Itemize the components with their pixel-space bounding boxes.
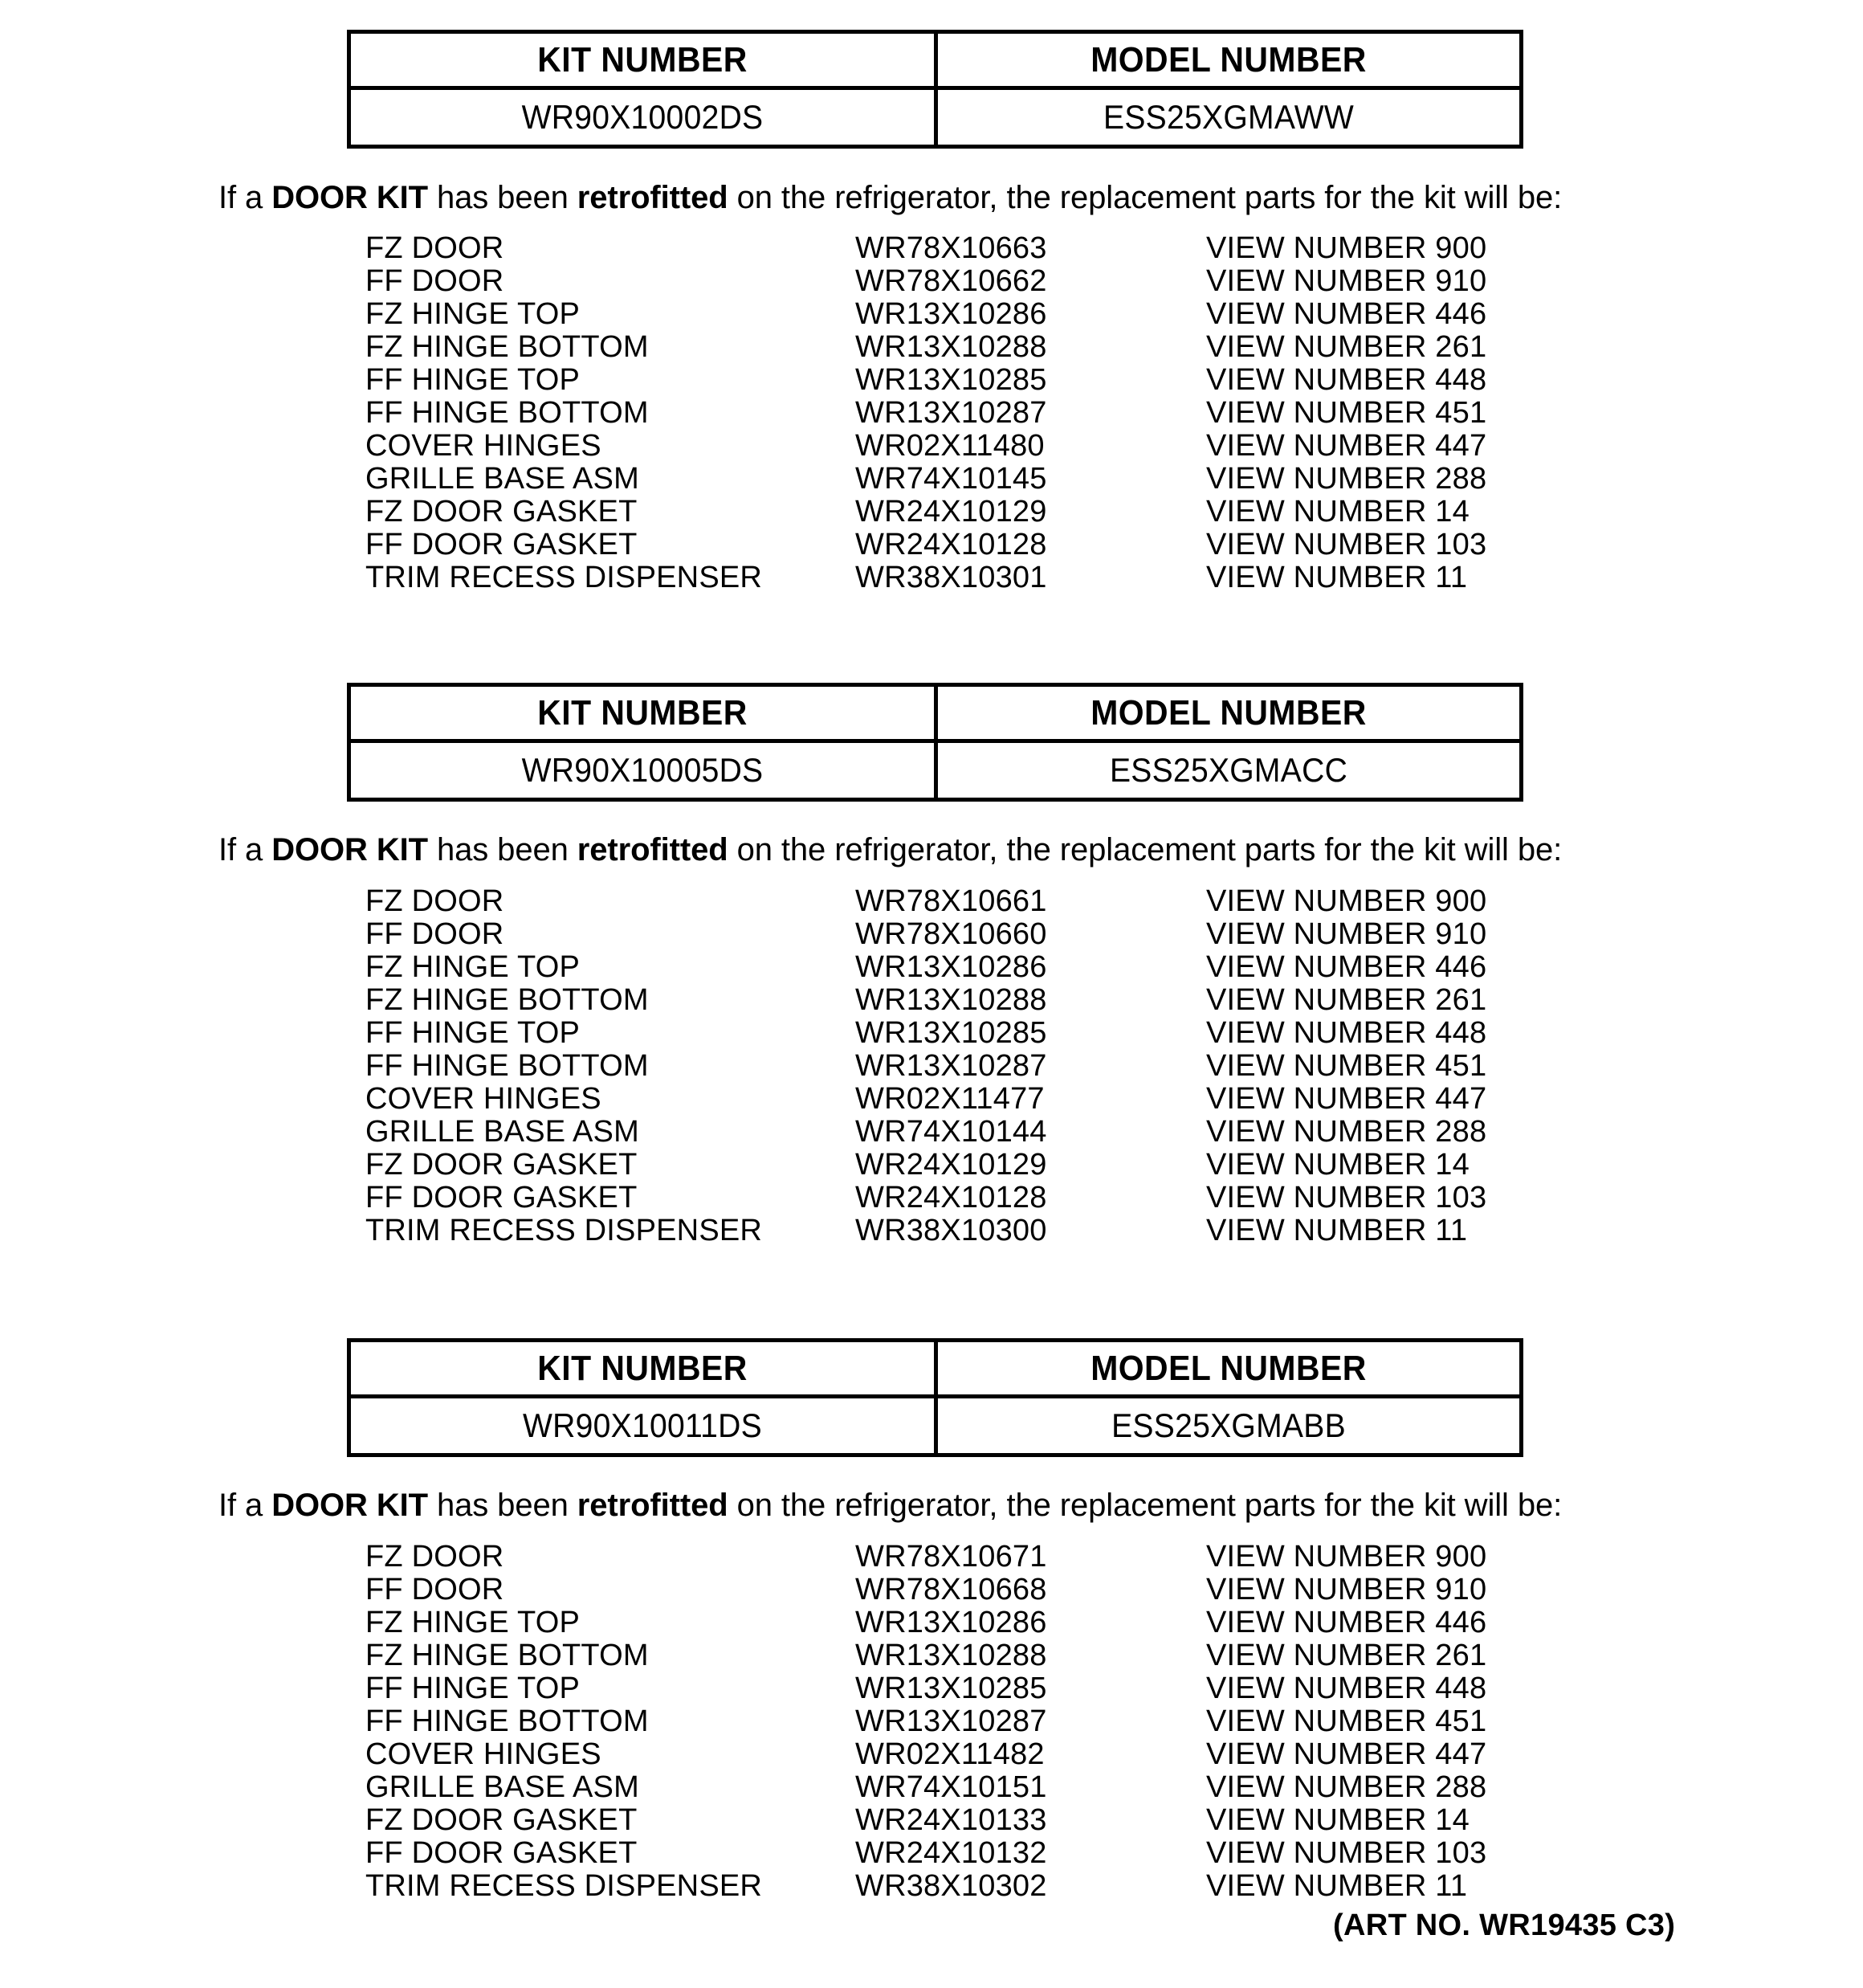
retrofit-sentence [218,834,1656,866]
part-name: FZ DOOR GASKET [365,1148,638,1182]
model-number-header-label: MODEL NUMBER [1090,1348,1367,1388]
model-number-value: ESS25XGMABB [1111,1406,1346,1444]
view-number: VIEW NUMBER 451 [1206,1049,1487,1083]
kit-number-value: WR90X10011DS [523,1406,762,1444]
part-name: FF DOOR GASKET [365,1181,638,1214]
kit-number-header-label: KIT NUMBER [537,1348,748,1388]
view-number: VIEW NUMBER 11 [1206,561,1468,594]
parts-list-row [365,332,1506,365]
part-name: FZ HINGE TOP [365,1606,581,1639]
view-number: VIEW NUMBER 446 [1206,1606,1487,1639]
part-number: WR24X10132 [855,1836,1047,1870]
part-number: WR13X10288 [855,1639,1047,1672]
part-name: COVER HINGES [365,429,601,463]
view-number: VIEW NUMBER 448 [1206,1016,1487,1050]
parts-list-row [365,1084,1506,1116]
table-header-row [349,685,1522,741]
retrofit-text-retrofitted: retrofitted [577,1488,728,1523]
retrofit-text-part3: on the refrigerator, the replacement parts for the kit will be: [728,832,1563,867]
part-name: FF DOOR GASKET [365,528,638,561]
part-name: GRILLE BASE ASM [365,462,639,496]
part-number: WR78X10660 [855,917,1047,951]
view-number: VIEW NUMBER 288 [1206,1115,1487,1149]
kit-number-value: WR90X10005DS [521,751,764,789]
parts-list-row [365,463,1506,496]
parts-list-row [365,1706,1506,1739]
part-number: WR13X10285 [855,1672,1047,1705]
retrofit-text-part3: on the refrigerator, the replacement parts for the kit will be: [728,180,1563,215]
part-name: FZ HINGE BOTTOM [365,330,649,364]
table-value-row [349,741,1522,800]
part-name: FZ DOOR GASKET [365,1803,638,1837]
view-number: VIEW NUMBER 14 [1206,1148,1470,1182]
part-number: WR02X11477 [855,1082,1045,1116]
model-number-value-cell [936,88,1522,147]
parts-list-row [365,952,1506,985]
view-number: VIEW NUMBER 910 [1206,917,1487,951]
kit-number-value-cell [349,741,936,800]
part-number: WR24X10129 [855,1148,1047,1182]
part-name: FZ DOOR GASKET [365,495,638,529]
parts-list-row [365,299,1506,332]
retrofit-text-door-kit: DOOR KIT [271,1488,428,1523]
parts-list-row [365,431,1506,463]
parts-list-row [365,1149,1506,1182]
part-number: WR78X10662 [855,264,1047,298]
part-number: WR38X10302 [855,1869,1047,1903]
part-name: FF HINGE TOP [365,363,581,397]
retrofit-text-retrofitted: retrofitted [577,832,728,867]
part-name: COVER HINGES [365,1737,601,1771]
part-name: FZ HINGE BOTTOM [365,1639,649,1672]
retrofit-text-part3: on the refrigerator, the replacement parts for the kit will be: [728,1488,1563,1523]
parts-list-row [365,1018,1506,1051]
part-number: WR24X10128 [855,528,1047,561]
part-name: FF HINGE TOP [365,1016,581,1050]
kit-number-value: WR90X10002DS [521,98,764,136]
parts-list-row [365,266,1506,299]
kit-number-header-cell [349,32,936,88]
kit-number-header-label: KIT NUMBER [537,39,748,80]
view-number: VIEW NUMBER 446 [1206,297,1487,331]
parts-list-row [365,1838,1506,1871]
part-number: WR78X10671 [855,1540,1047,1574]
part-name: FZ HINGE TOP [365,950,581,984]
view-number: VIEW NUMBER 261 [1206,330,1487,364]
view-number: VIEW NUMBER 446 [1206,950,1487,984]
parts-list-row [365,1739,1506,1772]
view-number: VIEW NUMBER 261 [1206,1639,1487,1672]
parts-list-row [365,1805,1506,1838]
part-number: WR02X11480 [855,429,1045,463]
view-number: VIEW NUMBER 447 [1206,1737,1487,1771]
part-name: FZ DOOR [365,884,504,918]
retrofit-text-part2: has been [427,1488,577,1523]
view-number: VIEW NUMBER 448 [1206,363,1487,397]
part-name: FF HINGE BOTTOM [365,396,649,430]
parts-list-row [365,562,1506,595]
part-number: WR13X10286 [855,297,1047,331]
retrofit-text-retrofitted: retrofitted [577,180,728,215]
part-name: FZ HINGE TOP [365,297,581,331]
part-number: WR13X10285 [855,1016,1047,1050]
part-name: FF DOOR [365,1573,504,1606]
view-number: VIEW NUMBER 288 [1206,1770,1487,1804]
part-number: WR74X10151 [855,1770,1047,1804]
parts-list-row [365,1541,1506,1574]
model-number-value-cell [936,741,1522,800]
table-header-row [349,32,1522,88]
view-number: VIEW NUMBER 910 [1206,264,1487,298]
parts-list-row [365,1116,1506,1149]
view-number: VIEW NUMBER 11 [1206,1214,1468,1247]
part-name: GRILLE BASE ASM [365,1115,639,1149]
model-number-header-label: MODEL NUMBER [1090,692,1367,733]
view-number: VIEW NUMBER 910 [1206,1573,1487,1606]
part-number: WR13X10288 [855,330,1047,364]
view-number: VIEW NUMBER 448 [1206,1672,1487,1705]
parts-list-row [365,398,1506,431]
kit-number-header-cell [349,1341,936,1397]
part-number: WR13X10287 [855,1049,1047,1083]
part-number: WR13X10287 [855,396,1047,430]
retrofit-sentence [218,182,1656,214]
model-number-header-cell [936,32,1522,88]
part-number: WR78X10663 [855,231,1047,265]
part-number: WR74X10144 [855,1115,1047,1149]
parts-list-row [365,886,1506,919]
parts-list-row [365,1182,1506,1215]
part-number: WR13X10287 [855,1704,1047,1738]
kit-model-table [347,683,1523,802]
kit-model-table [347,30,1523,149]
retrofit-text-door-kit: DOOR KIT [271,832,428,867]
parts-list-row [365,1772,1506,1805]
view-number: VIEW NUMBER 900 [1206,884,1487,918]
part-number: WR13X10288 [855,983,1047,1017]
part-number: WR78X10661 [855,884,1047,918]
model-number-header-cell [936,685,1522,741]
model-number-value-cell [936,1397,1522,1455]
parts-list-row [365,1640,1506,1673]
view-number: VIEW NUMBER 103 [1206,1181,1487,1214]
view-number: VIEW NUMBER 103 [1206,528,1487,561]
part-name: TRIM RECESS DISPENSER [365,1214,763,1247]
view-number: VIEW NUMBER 103 [1206,1836,1487,1870]
parts-list-row [365,529,1506,562]
part-name: FF HINGE BOTTOM [365,1704,649,1738]
kit-number-value-cell [349,1397,936,1455]
part-number: WR13X10286 [855,950,1047,984]
art-number-footer: (ART NO. WR19435 C3) [1333,1908,1676,1942]
parts-list [365,233,1506,595]
model-number-header-label: MODEL NUMBER [1090,39,1367,80]
parts-list-row [365,1574,1506,1607]
parts-list-row [365,1673,1506,1706]
part-name: TRIM RECESS DISPENSER [365,1869,763,1903]
view-number: VIEW NUMBER 288 [1206,462,1487,496]
parts-list-row [365,1051,1506,1084]
part-number: WR13X10286 [855,1606,1047,1639]
retrofit-text-part2: has been [427,832,577,867]
table-value-row [349,88,1522,147]
retrofit-text-part1: If a [218,832,272,867]
part-number: WR02X11482 [855,1737,1045,1771]
parts-list-row [365,1215,1506,1248]
retrofit-sentence [218,1489,1656,1521]
view-number: VIEW NUMBER 14 [1206,1803,1470,1837]
parts-list-row [365,985,1506,1018]
part-number: WR74X10145 [855,462,1047,496]
part-number: WR38X10300 [855,1214,1047,1247]
part-name: FF HINGE TOP [365,1672,581,1705]
view-number: VIEW NUMBER 900 [1206,231,1487,265]
part-name: COVER HINGES [365,1082,601,1116]
part-name: FZ DOOR [365,231,504,265]
parts-list-row [365,1871,1506,1904]
model-number-header-cell [936,1341,1522,1397]
part-name: FF DOOR GASKET [365,1836,638,1870]
view-number: VIEW NUMBER 447 [1206,429,1487,463]
part-number: WR13X10285 [855,363,1047,397]
view-number: VIEW NUMBER 14 [1206,495,1470,529]
part-name: GRILLE BASE ASM [365,1770,639,1804]
kit-model-table [347,1338,1523,1457]
table-value-row [349,1397,1522,1455]
retrofit-text-part1: If a [218,180,272,215]
part-number: WR38X10301 [855,561,1047,594]
kit-number-header-label: KIT NUMBER [537,692,748,733]
view-number: VIEW NUMBER 451 [1206,396,1487,430]
retrofit-text-part1: If a [218,1488,272,1523]
parts-list-row [365,496,1506,529]
view-number: VIEW NUMBER 447 [1206,1082,1487,1116]
parts-list-row [365,365,1506,398]
part-name: FF DOOR [365,917,504,951]
table-header-row [349,1341,1522,1397]
part-name: FZ HINGE BOTTOM [365,983,649,1017]
part-name: FF DOOR [365,264,504,298]
part-name: FZ DOOR [365,1540,504,1574]
parts-list-row [365,233,1506,266]
retrofit-text-part2: has been [427,180,577,215]
part-number: WR24X10129 [855,495,1047,529]
view-number: VIEW NUMBER 11 [1206,1869,1468,1903]
model-number-value: ESS25XGMACC [1109,751,1348,789]
parts-list [365,886,1506,1248]
kit-number-header-cell [349,685,936,741]
parts-list-row [365,1607,1506,1640]
parts-list [365,1541,1506,1904]
parts-list-row [365,919,1506,952]
part-number: WR24X10128 [855,1181,1047,1214]
model-number-value: ESS25XGMAWW [1103,98,1354,136]
view-number: VIEW NUMBER 261 [1206,983,1487,1017]
view-number: VIEW NUMBER 900 [1206,1540,1487,1574]
part-number: WR78X10668 [855,1573,1047,1606]
part-name: FF HINGE BOTTOM [365,1049,649,1083]
part-number: WR24X10133 [855,1803,1047,1837]
retrofit-text-door-kit: DOOR KIT [271,180,428,215]
kit-number-value-cell [349,88,936,147]
view-number: VIEW NUMBER 451 [1206,1704,1487,1738]
part-name: TRIM RECESS DISPENSER [365,561,763,594]
